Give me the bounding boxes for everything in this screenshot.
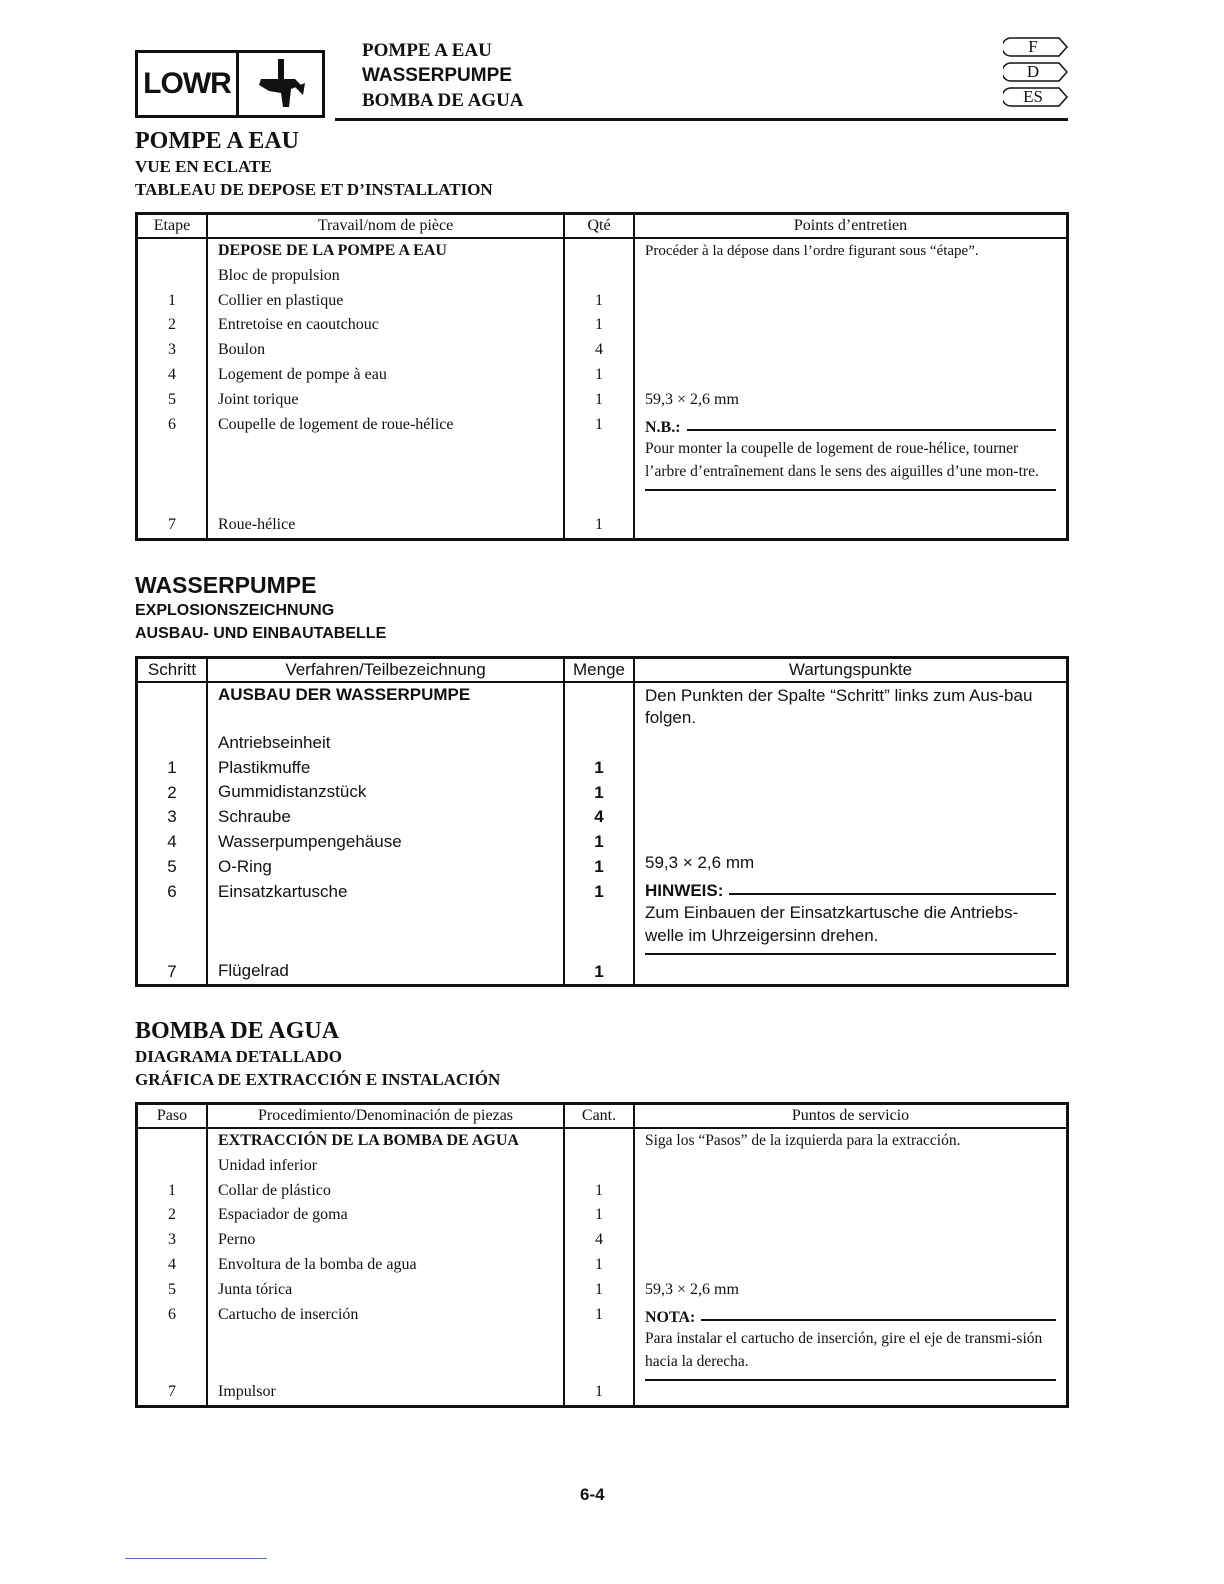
lang-tag-es: ES [1003, 86, 1069, 108]
col-header-step: Schritt [137, 658, 208, 683]
section-title: POMPE A EAU [135, 128, 300, 154]
section-subtitle: EXPLOSIONSZEICHNUNG [135, 602, 335, 619]
section-fr [135, 128, 1069, 541]
col-header-points: Points d’entretien [634, 214, 1068, 239]
service-table-fr [135, 212, 1069, 541]
section-subtitle: VUE EN ECLATE [135, 157, 272, 176]
col-header-points: Wartungspunkte [634, 658, 1068, 683]
note-text: Para instalar el cartucho de inserción, gire el eje de transmi-sión hacia la derecha. [645, 1330, 1043, 1371]
note-label: NOTA: [645, 1309, 696, 1327]
col-header-qty: Cant. [564, 1104, 634, 1129]
section-subtitle: GRÁFICA DE EXTRACCIÓN E INSTALACIÓN [135, 1070, 501, 1089]
job-heading: AUSBAU DER WASSERPUMPE [218, 685, 471, 704]
col-header-job: Verfahren/Teilbezeichnung [207, 658, 564, 683]
service-table-de [135, 656, 1069, 987]
qty-column: 1 1 4 1 1 1 1 [564, 238, 634, 540]
job-column: EXTRACCIÓN DE LA BOMBA DE AGUA Unidad inferior Collar de plástico Espaciador de goma Perno Envoltura de la bomba de agua Junta tórica Cartucho de inserción Impulsor [207, 1128, 564, 1407]
section-subtitle: DIAGRAMA DETALLADO [135, 1047, 343, 1066]
lang-tag-d: D [1003, 61, 1069, 83]
header-title-de: WASSERPUMPE [362, 65, 512, 86]
lang-tag-f: F [1003, 36, 1069, 58]
points-column: Siga los “Pasos” de la izquierda para la extracción. 59,3 × 2,6 mm NOTA: Para instalar el cartucho de inserción, gire el eje de transmi-sión hacia la derecha. [634, 1128, 1068, 1407]
col-header-qty: Qté [564, 214, 634, 239]
points-column: Procéder à la dépose dans l’ordre figurant sous “étape”. 59,3 × 2,6 mm N.B.: Pour monter la coupelle de logement de roue-hélice, tourner l’arbre d’entraînement dans le sens des aiguilles d’une mon-tre. [634, 238, 1068, 540]
header-rule [335, 118, 1068, 121]
step-column: 1 2 3 4 5 6 7 [137, 682, 208, 986]
job-column: DEPOSE DE LA POMPE A EAU Bloc de propulsion Collier en plastique Entretoise en caoutchouc Boulon Logement de pompe à eau Joint torique Coupelle de logement de roue-hélice Roue-hélice [207, 238, 564, 540]
col-header-step: Paso [137, 1104, 208, 1129]
step-column: 1 2 3 4 5 6 7 [137, 238, 208, 540]
qty-column: 1 1 4 1 1 1 1 [564, 1128, 634, 1407]
section-title: WASSERPUMPE [135, 572, 317, 598]
section-es [135, 1018, 1069, 1408]
section-subtitle: AUSBAU- UND EINBAUTABELLE [135, 625, 387, 642]
section-subtitle: TABLEAU DE DEPOSE ET D’INSTALLATION [135, 180, 493, 199]
section-title: BOMBA DE AGUA [135, 1018, 340, 1044]
job-column: AUSBAU DER WASSERPUMPE Antriebseinheit Plastikmuffe Gummidistanzstück Schraube Wasserpumpengehäuse O-Ring Einsatzkartusche Flügelrad [207, 682, 564, 986]
note-text: Zum Einbauen der Einsatzkartusche die Antriebs-welle im Uhrzeigersinn drehen. [645, 902, 1019, 945]
outboard-lower-unit-icon [239, 53, 322, 115]
col-header-job: Travail/nom de pièce [207, 214, 564, 239]
section-badge [135, 50, 325, 118]
col-header-step: Etape [137, 214, 208, 239]
note-text: Pour monter la coupelle de logement de roue-hélice, tourner l’arbre d’entraînement dans le sens des aiguilles d’une mon-tre. [645, 440, 1039, 481]
header-titles [362, 38, 524, 113]
header-title-fr: POMPE A EAU [362, 40, 492, 61]
col-header-points: Puntos de servicio [634, 1104, 1068, 1129]
job-heading: DEPOSE DE LA POMPE A EAU [218, 242, 447, 259]
footer-rule [125, 1558, 267, 1559]
section-de [135, 572, 1069, 987]
service-table-es [135, 1102, 1069, 1408]
header-title-es: BOMBA DE AGUA [362, 90, 524, 111]
note-label: HINWEIS: [645, 880, 724, 900]
note-label: N.B.: [645, 419, 681, 437]
points-column: Den Punkten der Spalte “Schritt” links zum Aus-bau folgen. 59,3 × 2,6 mm HINWEIS: Zum Einbauen der Einsatzkartusche die Antriebs-welle im Uhrzeigersinn drehen. [634, 682, 1068, 986]
badge-label: LOWR [138, 53, 239, 115]
job-heading: EXTRACCIÓN DE LA BOMBA DE AGUA [218, 1132, 519, 1149]
col-header-qty: Menge [564, 658, 634, 683]
page-number: 6-4 [580, 1485, 605, 1504]
col-header-job: Procedimiento/Denominación de piezas [207, 1104, 564, 1129]
language-tags [1003, 36, 1069, 111]
qty-column: 1 1 4 1 1 1 1 [564, 682, 634, 986]
step-column: 1 2 3 4 5 6 7 [137, 1128, 208, 1407]
